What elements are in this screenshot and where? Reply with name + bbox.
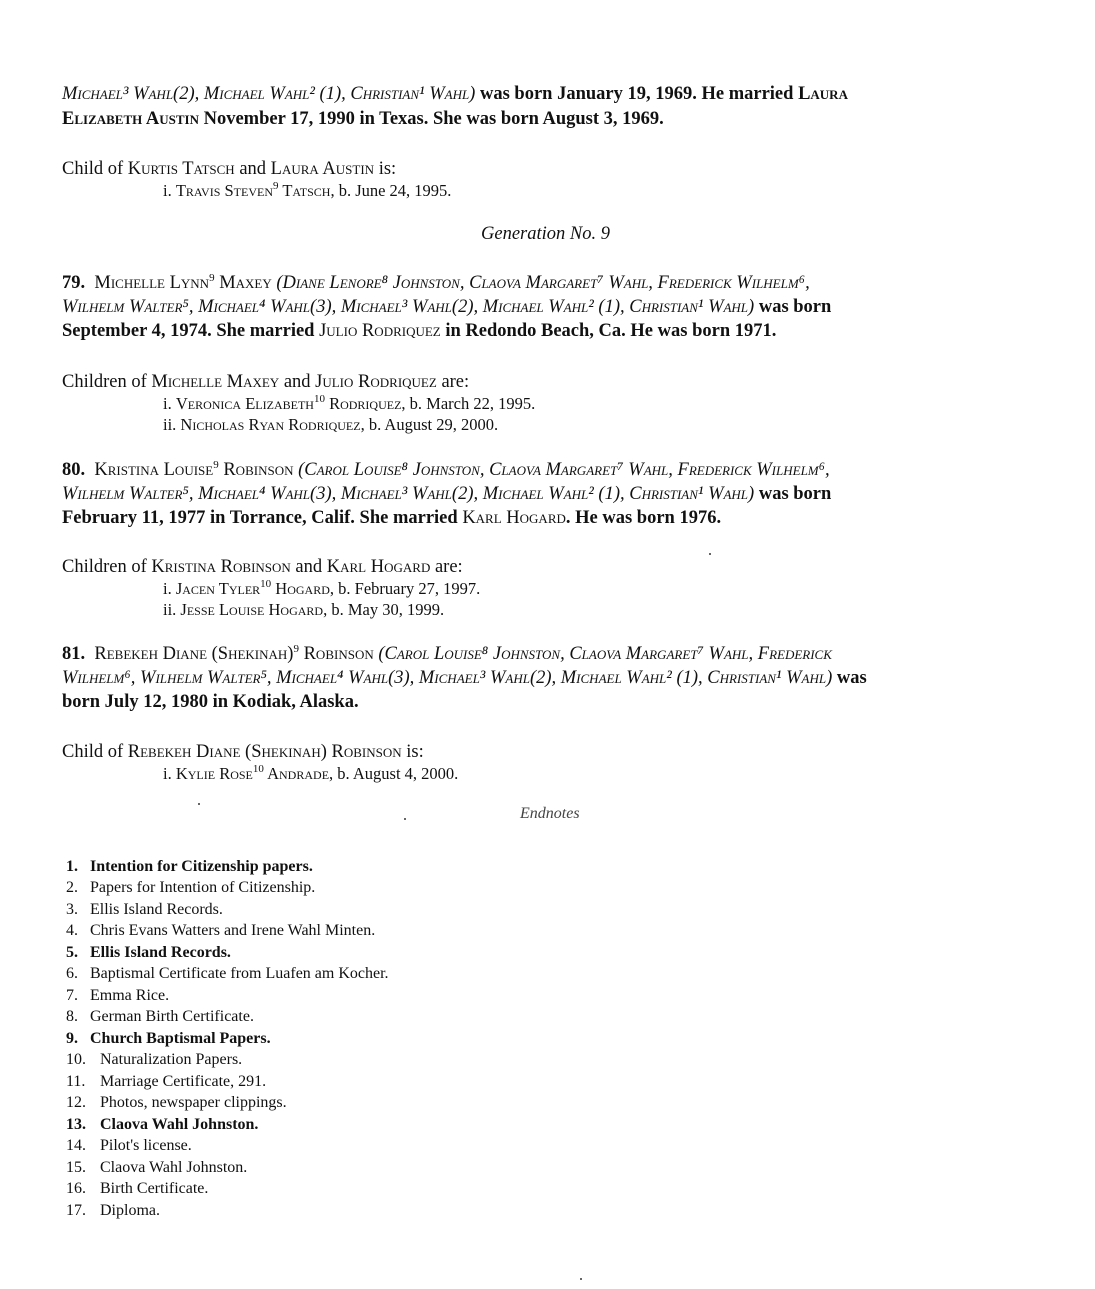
endnote-item — [66, 900, 223, 920]
endnote-item — [66, 1072, 266, 1092]
ancestry: Wilhelm⁶, Wilhelm Walter⁵, Michael⁴ Wahl(3), Michael³ Wahl(2), Michael Wahl² (1), Christian¹ Wahl) — [62, 668, 833, 688]
endnote-text: Intention for Citizenship papers. — [90, 858, 313, 875]
spouse-name: Julio Rodriquez — [319, 321, 441, 341]
endnote-text: Ellis Island Records. — [90, 944, 231, 961]
child-birth: , b. June 24, 1995. — [330, 181, 452, 200]
person-name: Michelle Lynn — [94, 273, 210, 293]
parent-name: Karl Hogard — [326, 557, 431, 577]
endnote-number: 6. — [66, 965, 78, 982]
endnote-item — [66, 943, 231, 963]
endnote-item — [66, 964, 389, 984]
birth-text: was born — [754, 484, 832, 504]
entry-80-line-3 — [62, 507, 721, 529]
person-surname: Maxey — [214, 273, 272, 293]
child-birth: , b. May 30, 1999. — [323, 600, 445, 619]
endnote-item — [66, 921, 375, 941]
endnote-text: Claova Wahl Johnston. — [100, 1116, 259, 1133]
endnote-text: Photos, newspaper clippings. — [100, 1094, 287, 1111]
endnote-item — [66, 1179, 208, 1199]
child-birth: , b. August 29, 2000. — [360, 415, 499, 434]
endnote-text: Chris Evans Watters and Irene Wahl Minten. — [90, 922, 376, 939]
child-name: Jesse Louise Hogard — [180, 600, 324, 619]
endnote-item — [66, 878, 315, 898]
parent-name: Michelle Maxey — [151, 372, 280, 392]
verb: is: — [374, 159, 397, 179]
child-surname: Andrade — [263, 764, 330, 783]
endnote-text: Diploma. — [100, 1202, 160, 1219]
endnote-item — [66, 1115, 258, 1135]
endnote-number: 3. — [66, 901, 78, 918]
endnote-number: 5. — [66, 944, 78, 961]
verb: is: — [401, 742, 424, 762]
endnote-number: 12. — [66, 1094, 86, 1111]
scan-speck — [198, 803, 200, 805]
parent-name: Rebekeh Diane (Shekinah) Robinson — [127, 742, 402, 762]
intro-text: Child of — [62, 742, 128, 762]
birth-text: was born — [754, 297, 832, 317]
person-name: Kristina Louise — [94, 460, 214, 480]
parent-name: Kurtis Tatsch — [127, 159, 235, 179]
family-79-heading — [62, 371, 469, 393]
scan-speck — [404, 818, 406, 820]
child-birth: , b. August 4, 2000. — [329, 764, 459, 783]
entry-number: 81. — [62, 644, 86, 664]
marriage-text: November 17, 1990 in Texas. She was born August 3, 1969. — [198, 109, 664, 129]
child-name: Travis Steven — [175, 181, 274, 200]
endnote-number: 15. — [66, 1159, 86, 1176]
generation-sup: 10 — [313, 393, 325, 405]
parent-name: Julio Rodriquez — [315, 372, 437, 392]
birth-text: was born January 19, 1969. He married — [475, 84, 799, 104]
entry-79-line-1 — [62, 272, 810, 294]
conjunction: and — [279, 372, 316, 392]
family-80-heading — [62, 556, 463, 578]
person-name: Rebekeh Diane (Shekinah) — [94, 644, 294, 664]
endnote-number: 7. — [66, 987, 78, 1004]
child-name: Veronica Elizabeth — [175, 394, 314, 413]
entry-78-line-2 — [62, 108, 664, 130]
endnote-item — [66, 1029, 271, 1049]
entry-80-line-1 — [62, 459, 830, 481]
family-81-heading — [62, 741, 424, 763]
endnote-text: Birth Certificate. — [100, 1180, 209, 1197]
endnote-number: 16. — [66, 1180, 86, 1197]
endnote-text: Baptismal Certificate from Luafen am Kocher. — [90, 965, 389, 982]
verb: are: — [430, 557, 463, 577]
child-num: i. — [163, 764, 172, 783]
birth-date: born July 12, 1980 in Kodiak, Alaska. — [62, 692, 359, 712]
entry-81-line-3 — [62, 691, 359, 713]
endnote-number: 17. — [66, 1202, 86, 1219]
endnote-number: 10. — [66, 1051, 86, 1068]
entry-79-line-2 — [62, 296, 831, 318]
intro-text: Children of — [62, 372, 152, 392]
person-surname: Robinson — [218, 460, 294, 480]
family-78-heading — [62, 158, 396, 180]
generation-sup: 10 — [252, 763, 264, 775]
marriage-text: . He was born 1976. — [565, 508, 722, 528]
birth-text: was — [832, 668, 867, 688]
child-num: i. — [163, 181, 172, 200]
endnote-item — [66, 1093, 287, 1113]
child-birth: , b. February 27, 1997. — [329, 579, 481, 598]
endnote-item — [66, 857, 313, 877]
endnote-number: 14. — [66, 1137, 86, 1154]
entry-81-line-1 — [62, 643, 832, 665]
child-name: Kylie Rose — [175, 764, 253, 783]
generation-heading: Generation No. 9 — [481, 224, 610, 244]
endnotes-heading: Endnotes — [520, 805, 580, 822]
endnote-item — [66, 1158, 247, 1178]
conjunction: and — [234, 159, 271, 179]
endnote-number: 9. — [66, 1030, 78, 1047]
endnote-text: Claova Wahl Johnston. — [100, 1159, 248, 1176]
endnote-text: Emma Rice. — [90, 987, 170, 1004]
generation-sup: 9 — [213, 459, 219, 471]
endnote-item — [66, 1201, 160, 1221]
endnote-text: Pilot's license. — [100, 1137, 192, 1154]
ancestry: Wilhelm Walter⁵, Michael⁴ Wahl(3), Michael³ Wahl(2), Michael Wahl² (1), Christian¹ Wahl) — [62, 297, 755, 317]
child-surname: Rodriquez — [324, 394, 402, 413]
ancestry: Michael³ Wahl(2), Michael Wahl² (1), Christian¹ Wahl) — [62, 84, 476, 104]
endnote-number: 4. — [66, 922, 78, 939]
endnote-text: Marriage Certificate, 291. — [100, 1073, 267, 1090]
child-num: i. — [163, 579, 172, 598]
child-birth: , b. March 22, 1995. — [401, 394, 536, 413]
endnote-item — [66, 1136, 192, 1156]
parent-name: Laura Austin — [270, 159, 375, 179]
child-name: Jacen Tyler — [175, 579, 261, 598]
endnote-text: Church Baptismal Papers. — [90, 1030, 271, 1047]
child-item — [163, 180, 451, 202]
spouse-name: Laura — [798, 84, 848, 104]
child-item — [163, 578, 480, 600]
generation-sup: 9 — [273, 180, 279, 192]
child-surname: Hogard — [271, 579, 330, 598]
child-num: ii. — [163, 415, 177, 434]
endnote-number: 2. — [66, 879, 78, 896]
endnote-item — [66, 986, 169, 1006]
endnote-number: 13. — [66, 1116, 86, 1133]
conjunction: and — [290, 557, 327, 577]
ancestry: Wilhelm Walter⁵, Michael⁴ Wahl(3), Michael³ Wahl(2), Michael Wahl² (1), Christian¹ Wahl) — [62, 484, 755, 504]
birth-date: February 11, 1977 in Torrance, Calif. She married — [62, 508, 463, 528]
endnote-number: 8. — [66, 1008, 78, 1025]
child-item — [163, 393, 535, 415]
ancestry: (Carol Louise⁸ Johnston, Claova Margaret⁷ Wahl, Frederick — [378, 644, 832, 664]
birth-date: September 4, 1974. She married — [62, 321, 320, 341]
entry-79-line-3 — [62, 320, 776, 342]
generation-sup: 10 — [260, 578, 272, 590]
child-num: i. — [163, 394, 172, 413]
child-surname: Tatsch — [278, 181, 331, 200]
entry-81-line-2 — [62, 667, 867, 689]
generation-sup: 9 — [293, 643, 299, 655]
person-surname: Robinson — [298, 644, 374, 664]
child-num: ii. — [163, 600, 177, 619]
scan-speck — [580, 1278, 582, 1280]
child-name: Nicholas Ryan Rodriquez — [180, 415, 361, 434]
endnote-item — [66, 1050, 242, 1070]
endnote-text: Papers for Intention of Citizenship. — [90, 879, 316, 896]
spouse-name: Elizabeth Austin — [62, 109, 199, 129]
child-item — [163, 763, 458, 785]
endnote-text: German Birth Certificate. — [90, 1008, 254, 1025]
child-item — [163, 599, 444, 621]
spouse-name: Karl Hogard — [462, 508, 566, 528]
verb: are: — [436, 372, 470, 392]
child-item — [163, 414, 498, 436]
entry-80-line-2 — [62, 483, 831, 505]
scan-speck — [709, 553, 711, 555]
endnote-item — [66, 1007, 254, 1027]
endnote-text: Ellis Island Records. — [90, 901, 223, 918]
ancestry: (Carol Louise⁸ Johnston, Claova Margaret⁷ Wahl, Frederick Wilhelm⁶, — [298, 460, 830, 480]
entry-number: 79. — [62, 273, 86, 293]
endnote-text: Naturalization Papers. — [100, 1051, 243, 1068]
endnote-number: 11. — [66, 1073, 86, 1090]
intro-text: Child of — [62, 159, 128, 179]
entry-number: 80. — [62, 460, 86, 480]
marriage-text: in Redondo Beach, Ca. He was born 1971. — [440, 321, 777, 341]
entry-78-line-1 — [62, 83, 848, 105]
endnote-number: 1. — [66, 858, 78, 875]
ancestry: (Diane Lenore⁸ Johnston, Claova Margaret⁷ Wahl, Frederick Wilhelm⁶, — [276, 273, 810, 293]
generation-sup: 9 — [209, 272, 215, 284]
intro-text: Children of — [62, 557, 152, 577]
parent-name: Kristina Robinson — [151, 557, 291, 577]
